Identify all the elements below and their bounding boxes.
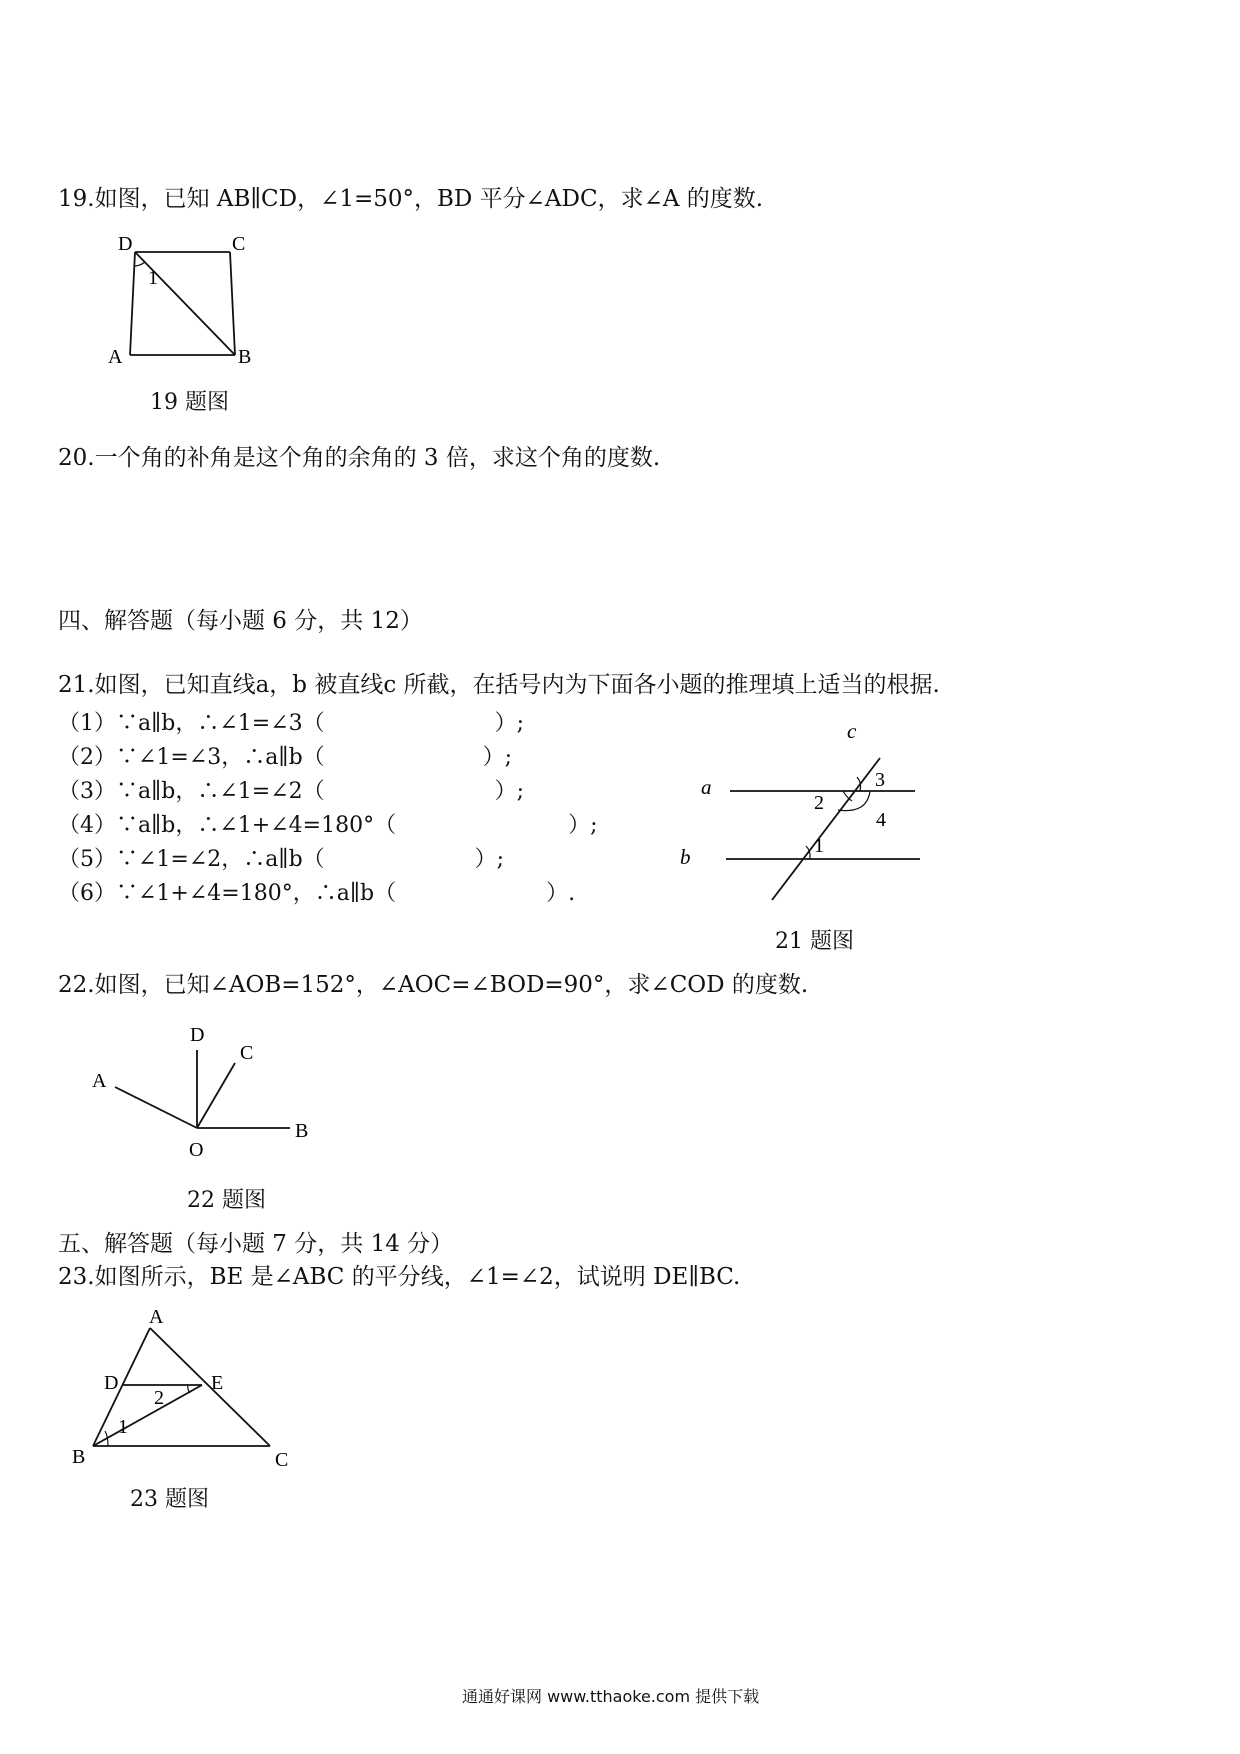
q21-item-stmt: ∵∠1=∠3，∴a∥b（ bbox=[116, 745, 325, 770]
q21-label-a: a bbox=[701, 775, 712, 799]
q23-label-angle2: 2 bbox=[154, 1387, 164, 1409]
q23-caption: 23 题图 bbox=[130, 1487, 209, 1512]
q21-label-angle4: 4 bbox=[876, 809, 886, 831]
q23-label-b: B bbox=[72, 1446, 86, 1468]
q21-item-2 bbox=[58, 740, 512, 771]
q21-label-angle1: 1 bbox=[814, 835, 824, 857]
q21-item-num: （3） bbox=[58, 779, 116, 804]
q21-item-6 bbox=[58, 876, 575, 907]
section5-heading: 五、解答题（每小题 7 分，共 14 分） bbox=[58, 1231, 454, 1257]
q19-side-da bbox=[130, 252, 135, 355]
q21-item-stmt: ∵∠1=∠2，∴a∥b（ bbox=[116, 847, 325, 872]
page-footer: 通通好课网 www.tthaoke.com 提供下载 bbox=[462, 1687, 760, 1706]
q23-label-d: D bbox=[104, 1372, 119, 1394]
q22-figure bbox=[85, 1015, 325, 1165]
q23-text: 23.如图所示，BE 是∠ABC 的平分线，∠1=∠2，试说明 DE∥BC. bbox=[58, 1264, 741, 1290]
q19-label-c: C bbox=[232, 233, 246, 255]
q21-item-close: ）; bbox=[482, 745, 513, 770]
q23-figure bbox=[60, 1300, 320, 1480]
q23-label-e: E bbox=[211, 1372, 224, 1394]
q22-label-a: A bbox=[92, 1070, 107, 1092]
q21-item-num: （4） bbox=[58, 813, 116, 838]
q21-item-num: （5） bbox=[58, 847, 116, 872]
q21-item-num: （6） bbox=[58, 881, 116, 906]
q21-item-close: ）; bbox=[568, 813, 598, 838]
q19-side-cb bbox=[230, 252, 235, 355]
q21-item-stmt: ∵a∥b，∴∠1=∠3（ bbox=[116, 711, 325, 736]
q23-label-angle1: 1 bbox=[118, 1416, 128, 1438]
q21-figure bbox=[670, 719, 930, 910]
q21-item-stmt: ∵a∥b，∴∠1=∠2（ bbox=[116, 779, 325, 804]
q21-item-stmt: ∵∠1+∠4=180°，∴a∥b（ bbox=[116, 881, 397, 906]
q21-label-c: c bbox=[847, 719, 857, 743]
q22-label-c: C bbox=[240, 1042, 254, 1064]
q21-text: 21.如图，已知直线a，b 被直线c 所截，在括号内为下面各小题的推理填上适当的根据. bbox=[58, 672, 940, 698]
q22-ray-oc bbox=[197, 1063, 235, 1128]
q20-text: 20.一个角的补角是这个角的余角的 3 倍，求这个角的度数. bbox=[58, 445, 661, 471]
section4-heading: 四、解答题（每小题 6 分，共 12） bbox=[58, 608, 423, 634]
q19-label-angle1: 1 bbox=[148, 267, 158, 289]
q21-caption: 21 题图 bbox=[775, 929, 854, 954]
q21-item-num: （1） bbox=[58, 711, 116, 736]
q21-item-4 bbox=[58, 808, 598, 839]
q19-caption: 19 题图 bbox=[150, 390, 229, 415]
q21-line-c bbox=[772, 758, 880, 900]
q22-label-o: O bbox=[189, 1139, 204, 1161]
q19-text: 19.如图，已知 AB∥CD，∠1=50°，BD 平分∠ADC，求∠A 的度数. bbox=[58, 186, 764, 212]
q21-item-1 bbox=[58, 706, 524, 737]
q19-label-d: D bbox=[118, 233, 133, 255]
q21-item-close: ）; bbox=[474, 847, 505, 872]
q21-label-angle2: 2 bbox=[814, 792, 824, 814]
q19-figure bbox=[100, 230, 280, 370]
q21-label-b: b bbox=[680, 845, 691, 869]
q22-ray-oa bbox=[115, 1087, 197, 1128]
q21-item-5 bbox=[58, 842, 504, 873]
q22-label-b: B bbox=[295, 1120, 309, 1142]
q21-item-close: ）; bbox=[494, 779, 525, 804]
q22-text: 22.如图，已知∠AOB=152°，∠AOC=∠BOD=90°，求∠COD 的度数. bbox=[58, 972, 809, 998]
q23-label-c: C bbox=[275, 1449, 289, 1471]
q23-label-a: A bbox=[149, 1306, 164, 1328]
q21-label-angle3: 3 bbox=[875, 769, 885, 791]
q23-side-ac bbox=[150, 1328, 270, 1446]
q19-label-a: A bbox=[108, 346, 123, 368]
q21-item-close: ）. bbox=[546, 881, 576, 906]
q22-label-d: D bbox=[190, 1024, 205, 1046]
q21-item-3 bbox=[58, 774, 524, 805]
q21-item-stmt: ∵a∥b，∴∠1+∠4=180°（ bbox=[116, 813, 397, 838]
q21-item-close: ）; bbox=[494, 711, 525, 736]
q19-label-b: B bbox=[238, 346, 252, 368]
q19-angle1-arc bbox=[134, 262, 145, 266]
q22-caption: 22 题图 bbox=[187, 1188, 266, 1213]
q23-segment-be bbox=[93, 1385, 202, 1446]
q21-item-num: （2） bbox=[58, 745, 116, 770]
